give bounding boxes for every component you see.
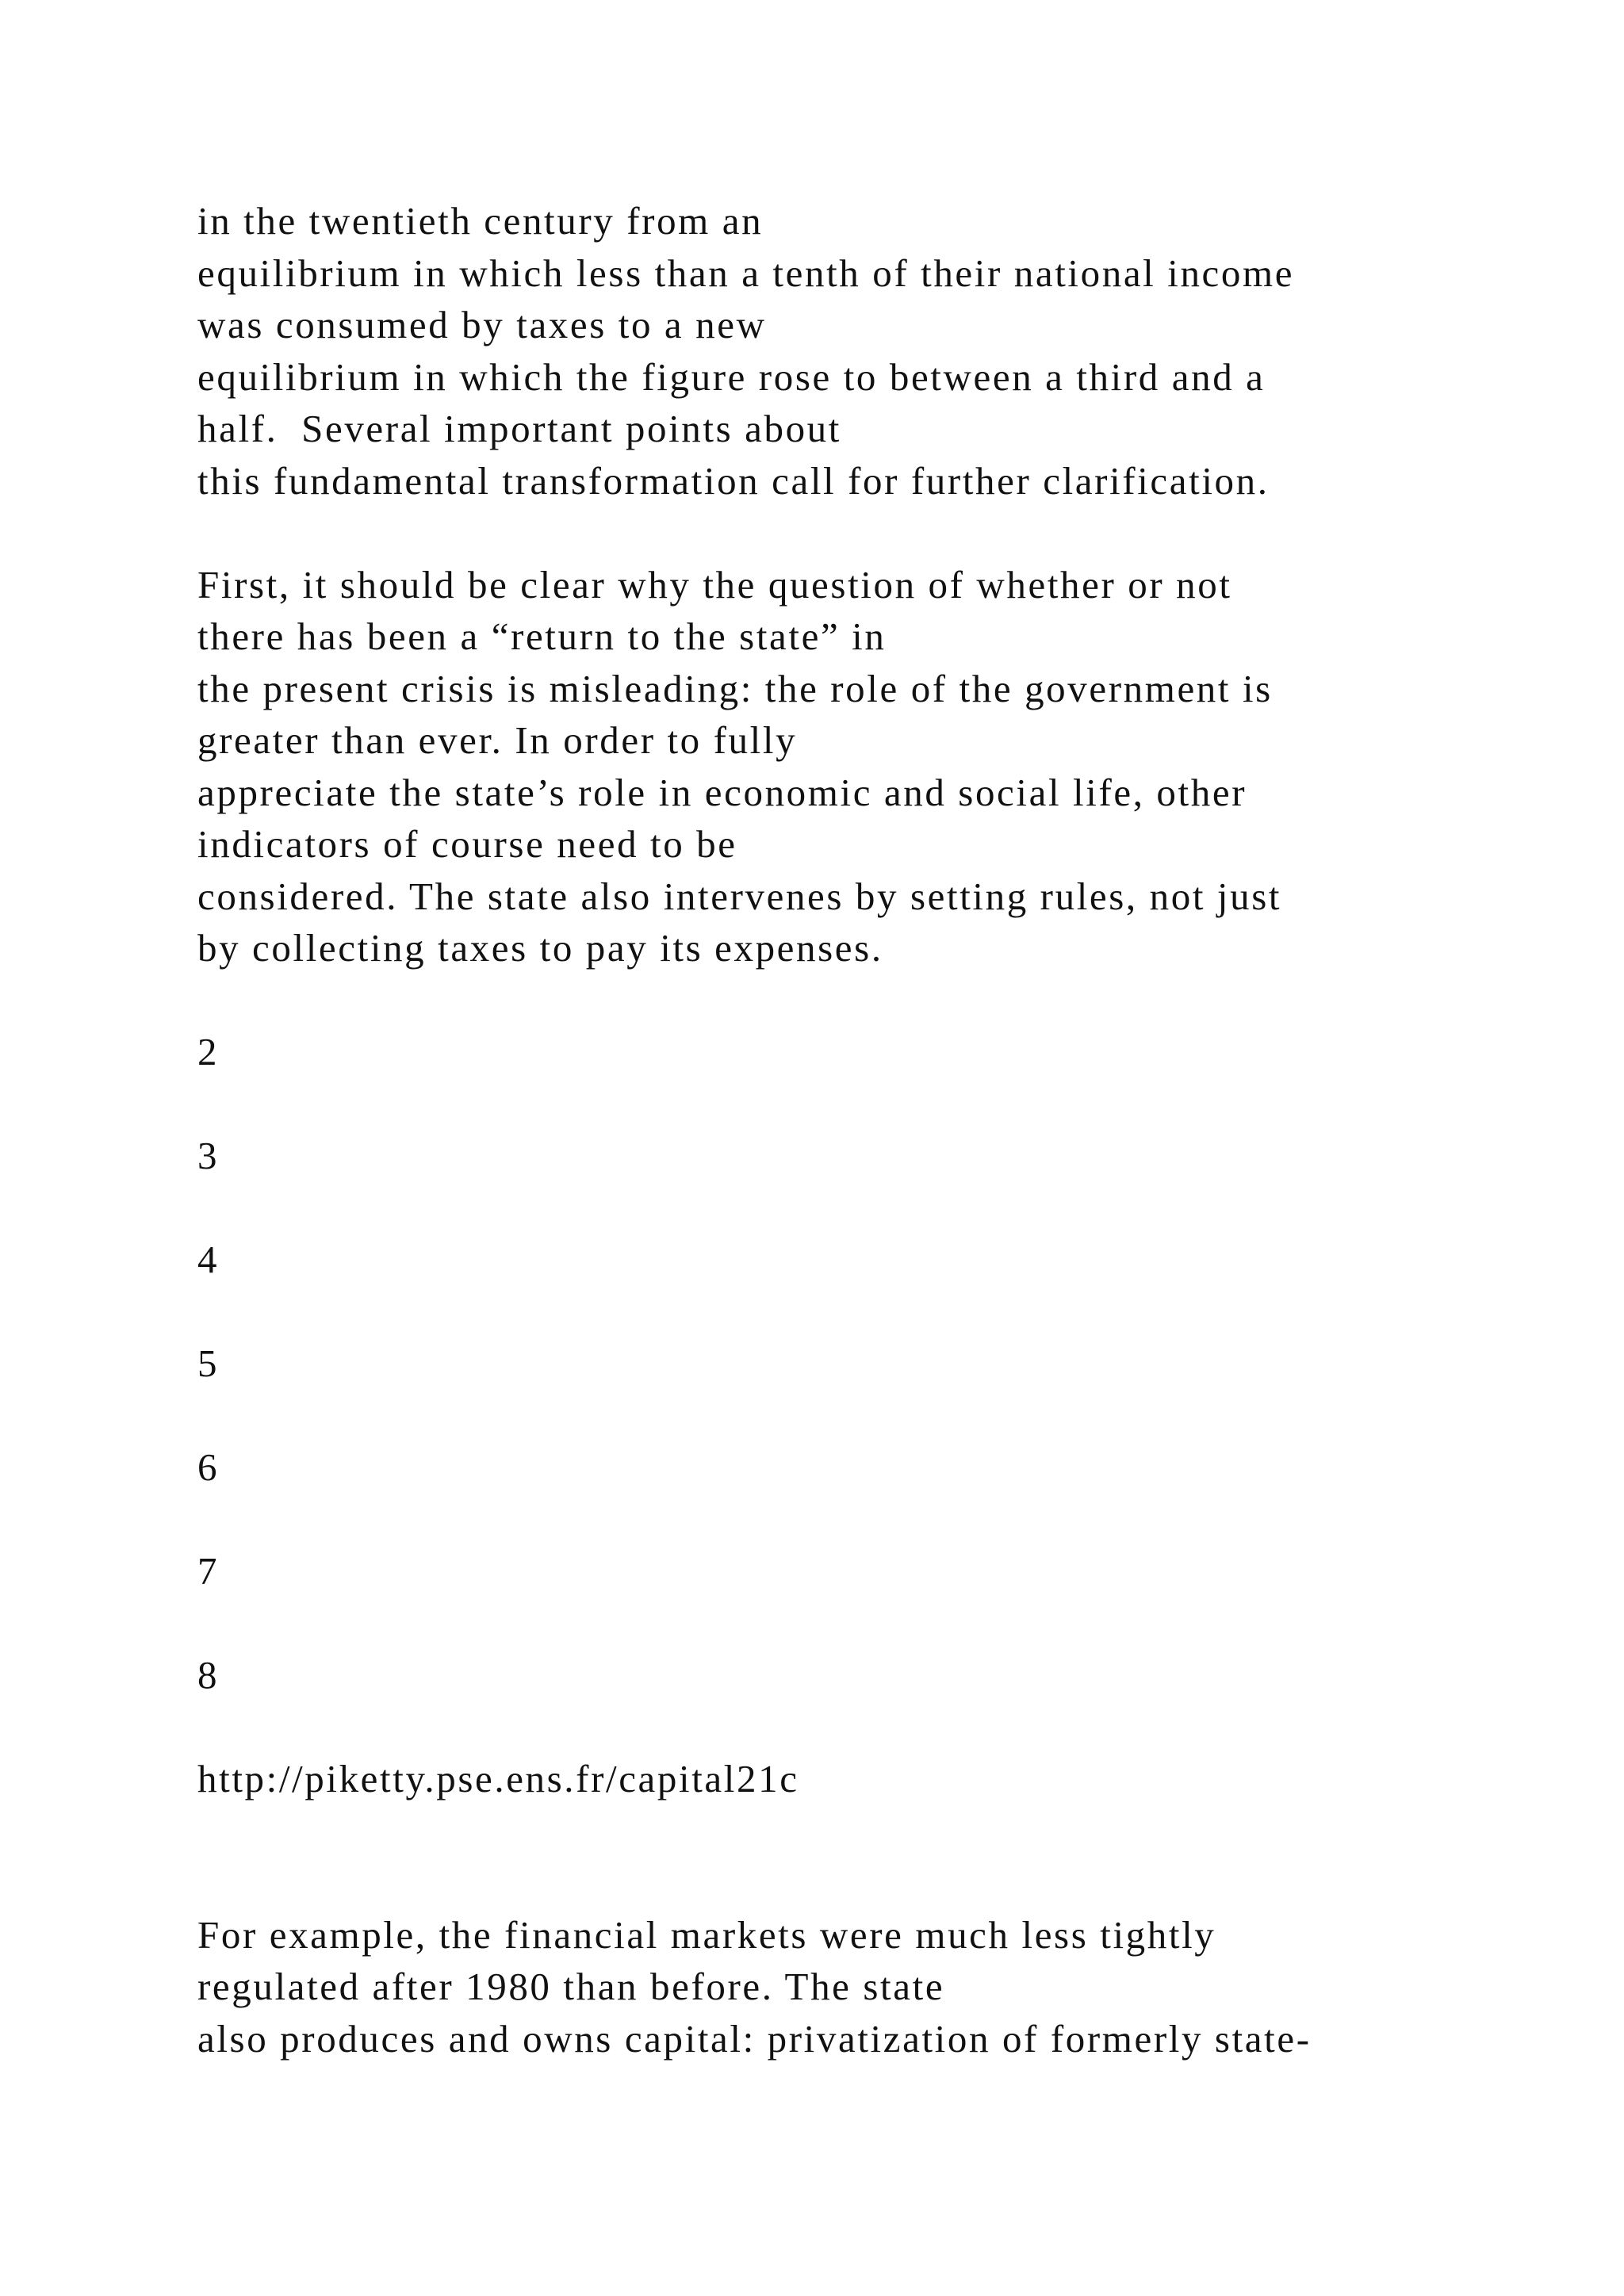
text-line: greater than ever. In order to fully (197, 718, 798, 762)
text-line: half. Several important points about (197, 407, 841, 450)
note-number: 3 (197, 1134, 220, 1177)
text-line: there has been a “return to the state” in (197, 614, 887, 658)
paragraph-gap (197, 507, 1545, 559)
paragraph-3 (197, 1909, 1545, 2065)
note-number-list (197, 1026, 1545, 1753)
text-line: this fundamental transformation call for further clarification. (197, 458, 1270, 503)
text-line: was consumed by taxes to a new (197, 303, 767, 346)
line-gap (197, 1390, 1545, 1442)
line-gap (197, 1182, 1545, 1234)
paragraph-gap (197, 974, 1545, 1027)
text-line: equilibrium in which less than a tenth of their national income (197, 251, 1295, 295)
line-gap (197, 1078, 1545, 1131)
text-line: First, it should be clear why the question of whether or not (197, 562, 1232, 607)
note-number: 2 (197, 1030, 220, 1073)
note-number: 8 (197, 1653, 220, 1697)
note-number: 5 (197, 1341, 220, 1385)
section-gap (197, 1805, 1545, 1909)
text-line: equilibrium in which the figure rose to between a third and a (197, 354, 1266, 399)
text-line: considered. The state also intervenes by setting rules, not just (197, 874, 1282, 918)
text-line: in the twentieth century from an (197, 199, 764, 243)
text-line: also produces and owns capital: privatization of formerly state- (197, 2016, 1312, 2061)
paragraph-1 (197, 195, 1545, 507)
text-line: the present crisis is misleading: the role of the government is (197, 666, 1273, 710)
note-number: 7 (197, 1549, 220, 1593)
document-body (197, 195, 1545, 2064)
text-line: appreciate the state’s role in economic and social life, other (197, 770, 1247, 814)
text-line: indicators of course need to be (197, 822, 737, 866)
line-gap (197, 1286, 1545, 1338)
paragraph-2 (197, 559, 1545, 974)
line-gap (197, 1598, 1545, 1650)
text-line: by collecting taxes to pay its expenses. (197, 926, 883, 970)
source-url: http://piketty.pse.ens.fr/capital21c (197, 1757, 799, 1800)
note-number: 4 (197, 1238, 220, 1281)
text-line: For example, the financial markets were much less tightly (197, 1912, 1216, 1957)
line-gap (197, 1494, 1545, 1546)
line-gap (197, 1701, 1545, 1754)
text-line: regulated after 1980 than before. The state (197, 1965, 945, 2008)
note-number: 6 (197, 1445, 220, 1489)
